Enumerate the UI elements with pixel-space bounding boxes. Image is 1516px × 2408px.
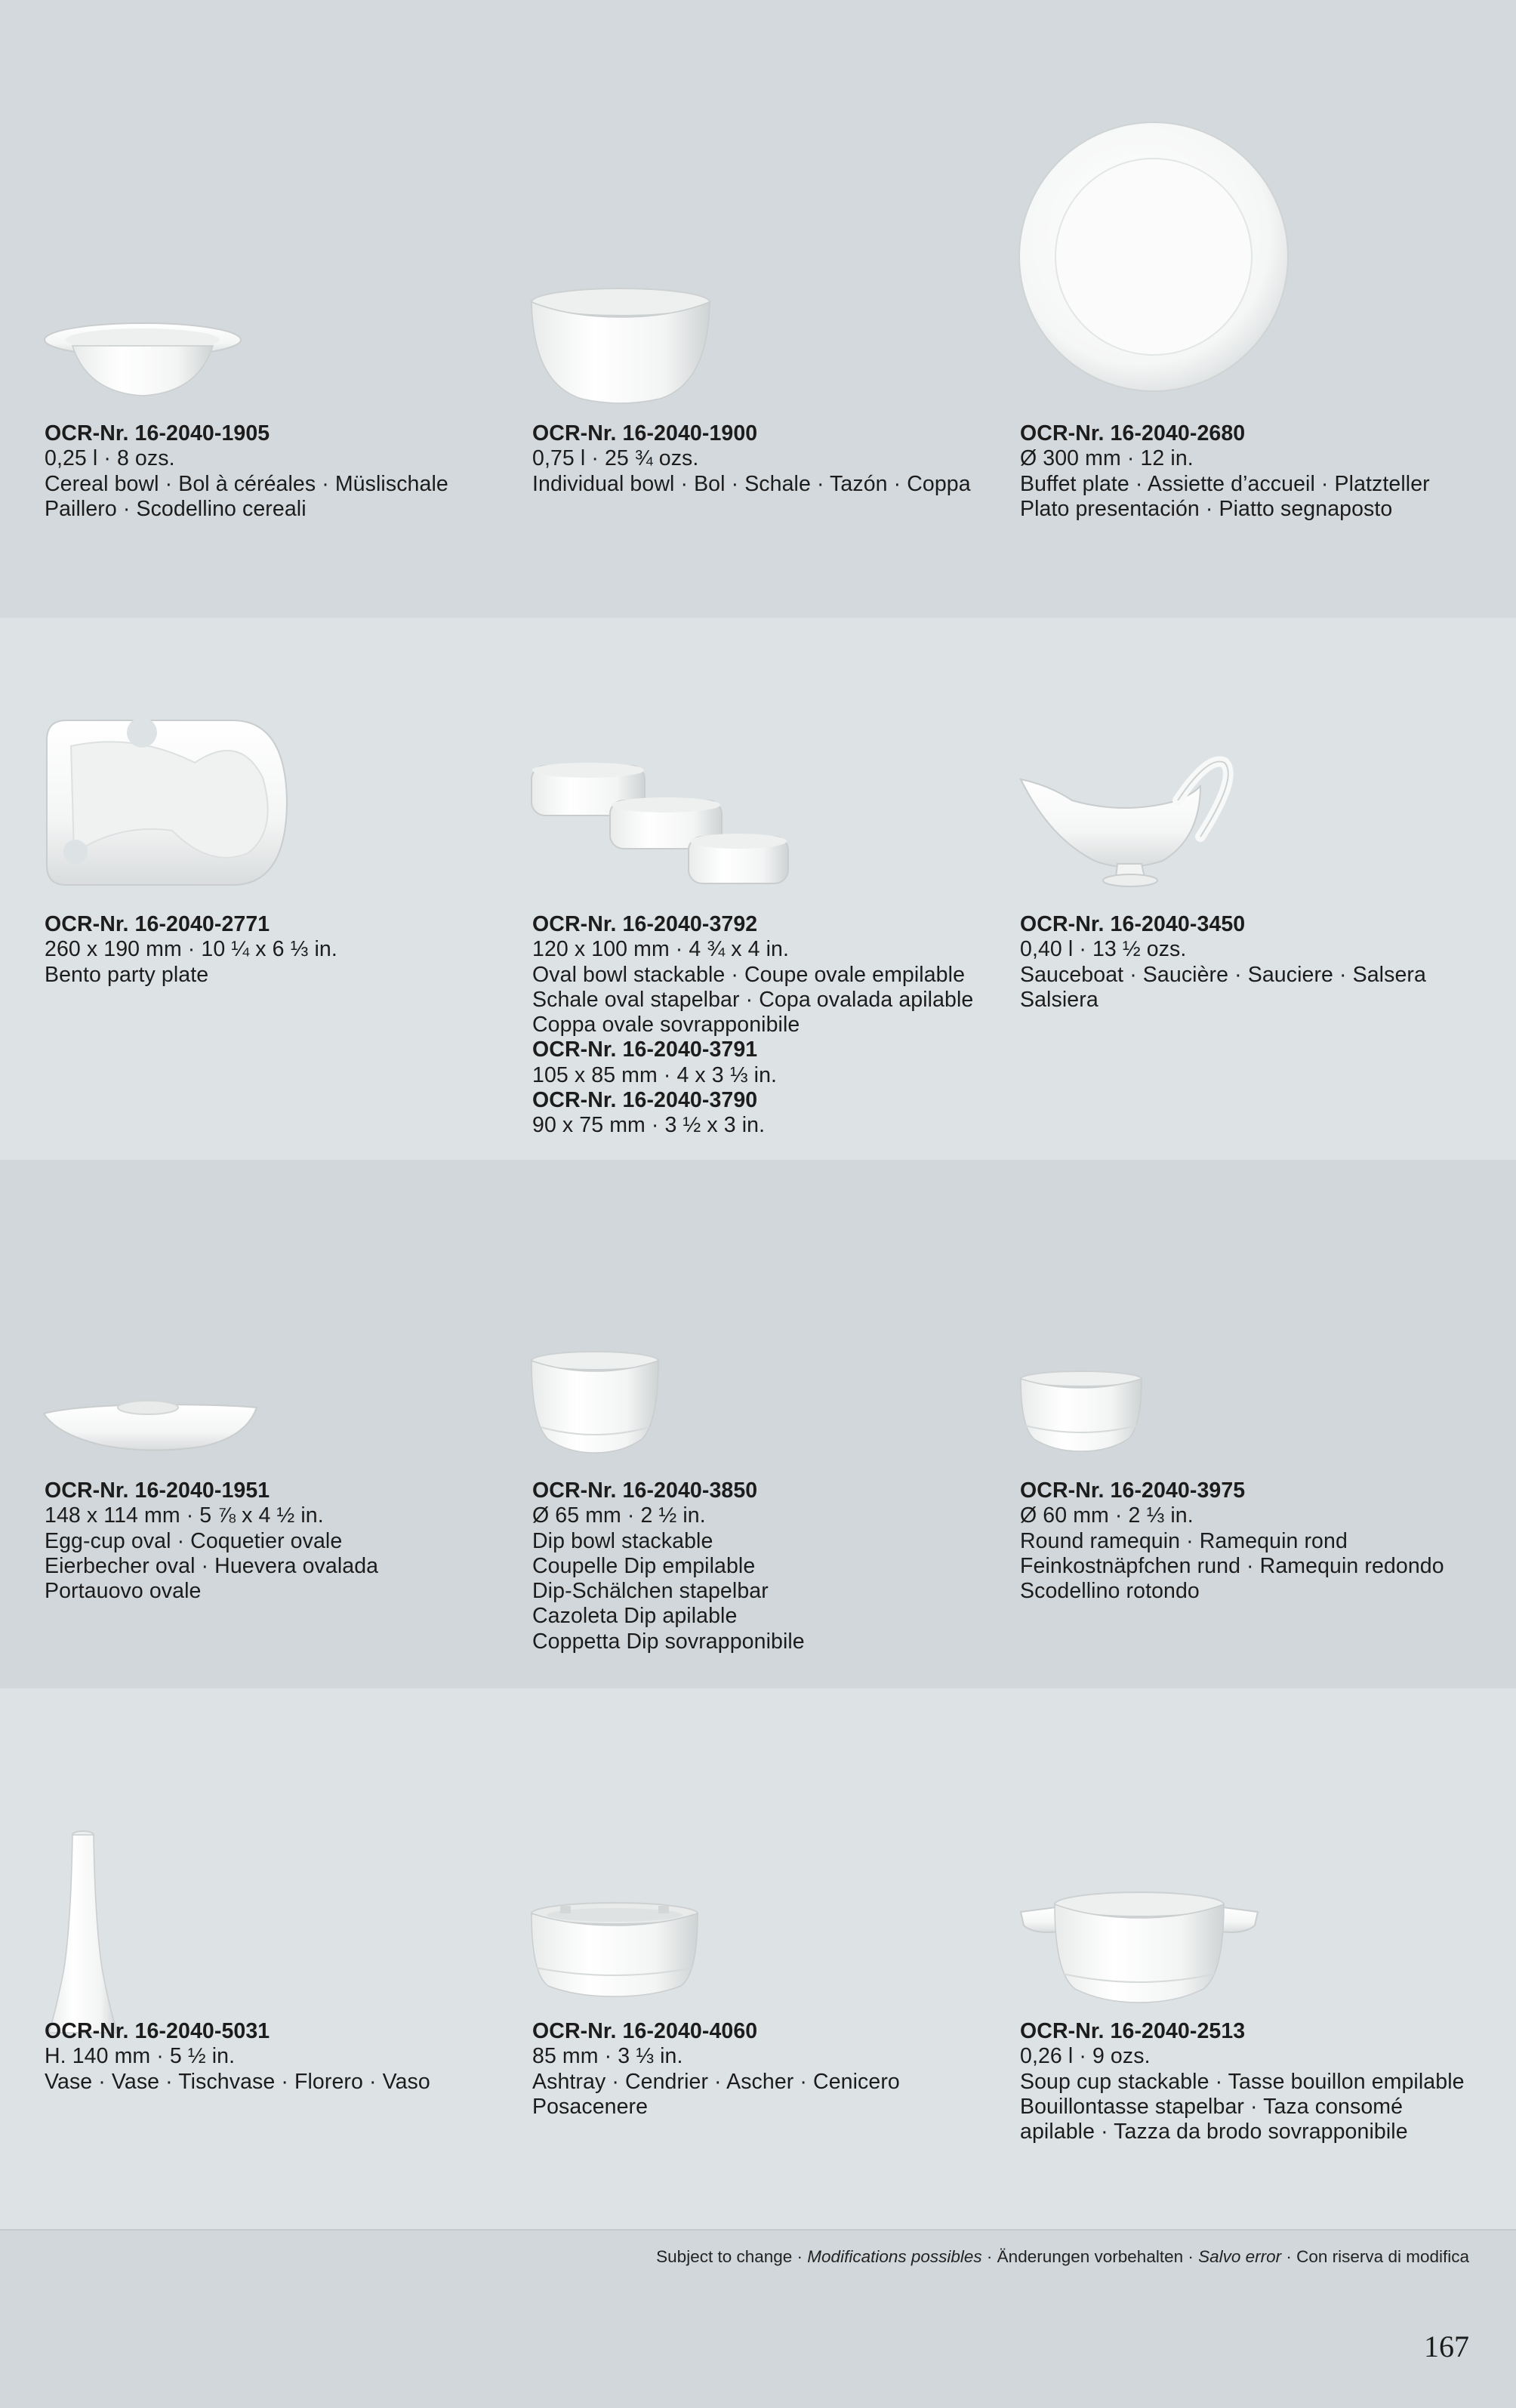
product-description: Dip bowl stackable — [532, 1528, 713, 1553]
disclaimer-part: · Con riserva di modifica — [1281, 2247, 1469, 2266]
product-size: Ø 300 mm · 12 in. — [1020, 446, 1194, 471]
disclaimer-part: Subject to change · — [656, 2247, 808, 2266]
product-description: Coppetta Dip sovrapponibile — [532, 1629, 805, 1654]
bento-plate-image — [44, 717, 293, 891]
product-size: 148 x 114 mm · 5 ⅞ x 4 ½ in. — [45, 1503, 324, 1528]
ocr-number: OCR-Nr. 16-2040-1900 — [532, 421, 758, 446]
product-description: Scodellino rotondo — [1020, 1579, 1200, 1604]
product-description: Round ramequin · Ramequin rond — [1020, 1528, 1348, 1553]
product-capacity: 0,40 l · 13 ½ ozs. — [1020, 937, 1187, 962]
product-description: Dip-Schälchen stapelbar — [532, 1579, 769, 1604]
product-description: Eierbecher oval · Huevera ovalada — [45, 1553, 379, 1578]
product-description: Vase · Vase · Tischvase · Florero · Vaso — [45, 2069, 430, 2094]
ocr-number: OCR-Nr. 16-2040-3792 — [532, 912, 758, 936]
product-description: Sauceboat · Saucière · Sauciere · Salsera — [1020, 962, 1426, 987]
ocr-number: OCR-Nr. 16-2040-2513 — [1020, 2019, 1246, 2043]
product-capacity: 0,75 l · 25 ¾ ozs. — [532, 446, 699, 471]
ocr-number: OCR-Nr. 16-2040-3791 — [532, 1038, 758, 1062]
product-description: Individual bowl · Bol · Schale · Tazón · Coppa — [532, 471, 971, 496]
product-size: 105 x 85 mm · 4 x 3 ⅓ in. — [532, 1062, 778, 1087]
ocr-number: OCR-Nr. 16-2040-1905 — [45, 421, 270, 446]
ocr-number: OCR-Nr. 16-2040-3790 — [532, 1088, 758, 1113]
product-description: Posacenere — [532, 2094, 649, 2119]
product-size: 260 x 190 mm · 10 ¼ x 6 ⅓ in. — [45, 937, 337, 962]
product-size: 90 x 75 mm · 3 ½ x 3 in. — [532, 1113, 766, 1138]
ashtray-image — [530, 1901, 704, 1999]
sauceboat-image — [1019, 755, 1238, 891]
product-description: Coppa ovale sovrapponibile — [532, 1013, 800, 1038]
product-description: Plato presentación · Piatto segnaposto — [1020, 496, 1393, 521]
disclaimer-part-italic: Modifications possibles — [807, 2247, 982, 2266]
product-description: Schale oval stapelbar · Copa ovalada apilable — [532, 987, 974, 1012]
ocr-number: OCR-Nr. 16-2040-3450 — [1020, 912, 1246, 936]
product-description: Cereal bowl · Bol à céréales · Müslischale — [45, 471, 448, 496]
product-description: Paillero · Scodellino cereali — [45, 496, 307, 521]
disclaimer-part: · Änderungen vorbehalten · — [981, 2247, 1199, 2266]
ocr-number: OCR-Nr. 16-2040-4060 — [532, 2019, 758, 2043]
oval-bowls-image — [528, 761, 800, 897]
cereal-bowl-image — [42, 317, 246, 400]
product-description: Bento party plate — [45, 962, 209, 987]
page-number: 167 — [1424, 2329, 1469, 2363]
product-description: Cazoleta Dip apilable — [532, 1604, 738, 1629]
product-size: H. 140 mm · 5 ½ in. — [45, 2044, 236, 2069]
product-description: Bouillontasse stapelbar · Taza consomé — [1020, 2094, 1404, 2119]
egg-cup-image — [42, 1395, 261, 1456]
product-description: Soup cup stackable · Tasse bouillon empilable — [1020, 2069, 1465, 2094]
soup-cup-image — [1019, 1886, 1261, 2007]
ocr-number: OCR-Nr. 16-2040-2771 — [45, 912, 270, 936]
product-description: Ashtray · Cendrier · Ascher · Cenicero — [532, 2069, 900, 2094]
product-description: Salsiera — [1020, 987, 1098, 1012]
buffet-plate-image — [1018, 121, 1297, 400]
product-size: 120 x 100 mm · 4 ¾ x 4 in. — [532, 937, 790, 962]
ocr-number: OCR-Nr. 16-2040-3850 — [532, 1478, 758, 1503]
ocr-number: OCR-Nr. 16-2040-3975 — [1020, 1478, 1246, 1503]
disclaimer-note — [656, 2247, 1469, 2267]
product-size: Ø 65 mm · 2 ½ in. — [532, 1503, 706, 1528]
disclaimer-part-italic: Salvo error — [1198, 2247, 1282, 2266]
product-description: Oval bowl stackable · Coupe ovale empilable — [532, 962, 966, 987]
product-description: Egg-cup oval · Coquetier ovale — [45, 1528, 343, 1553]
product-size: 85 mm · 3 ⅓ in. — [532, 2044, 683, 2069]
ocr-number: OCR-Nr. 16-2040-5031 — [45, 2019, 270, 2043]
product-size: Ø 60 mm · 2 ⅓ in. — [1020, 1503, 1194, 1528]
product-description: apilable · Tazza da brodo sovrapponibile — [1020, 2120, 1408, 2144]
product-description: Buffet plate · Assiette d’accueil · Platzteller — [1020, 471, 1430, 496]
ramequin-image — [1019, 1370, 1148, 1453]
dip-bowl-image — [530, 1350, 666, 1456]
vase-image — [45, 1829, 128, 2040]
ocr-number: OCR-Nr. 16-2040-2680 — [1020, 421, 1246, 446]
row-band-4 — [0, 1688, 1516, 2229]
product-description: Coupelle Dip empilable — [532, 1553, 756, 1578]
product-capacity: 0,25 l · 8 ozs. — [45, 446, 175, 471]
product-capacity: 0,26 l · 9 ozs. — [1020, 2044, 1151, 2069]
ocr-number: OCR-Nr. 16-2040-1951 — [45, 1478, 270, 1503]
individual-bowl-image — [528, 285, 717, 406]
product-description: Portauovo ovale — [45, 1579, 202, 1604]
product-description: Feinkostnäpfchen rund · Ramequin redondo — [1020, 1553, 1444, 1578]
